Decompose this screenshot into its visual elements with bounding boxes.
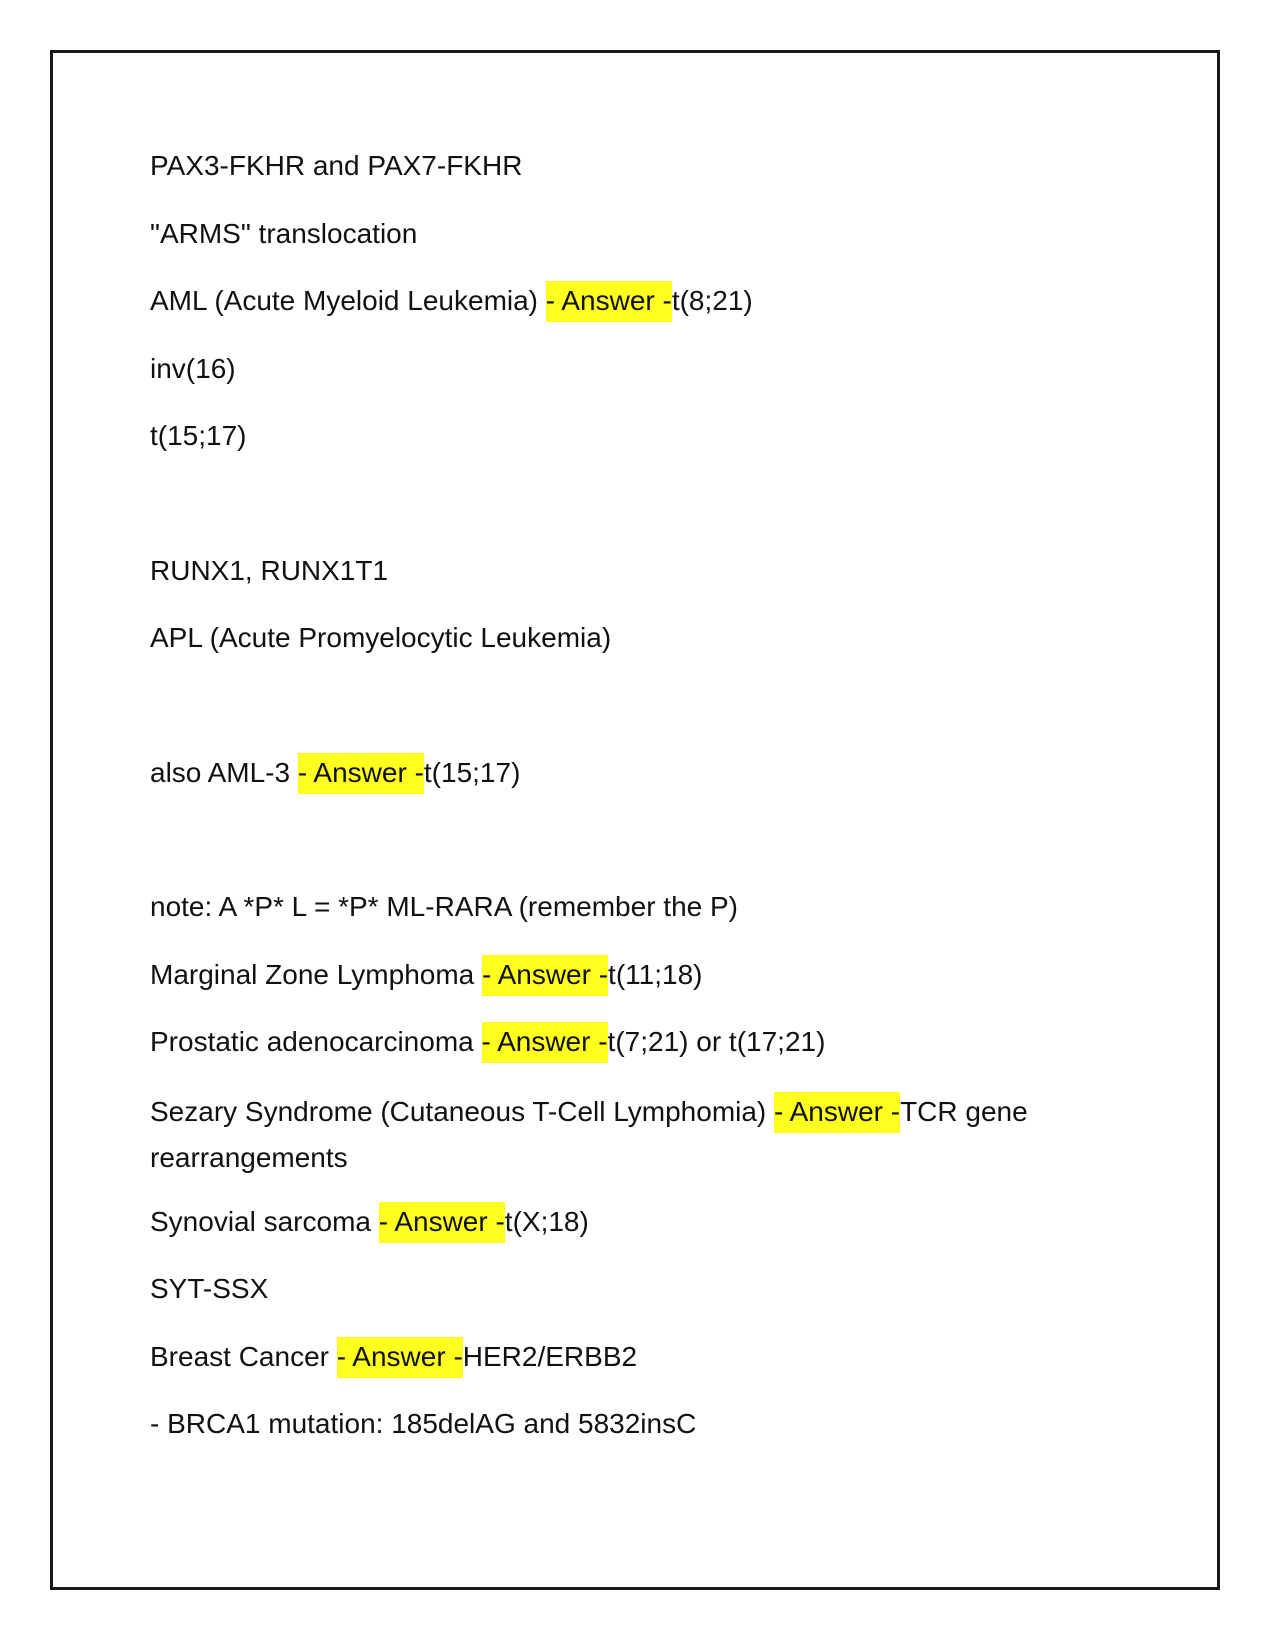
answer-text: t(11;18) xyxy=(608,958,703,990)
answer-highlight: - Answer - xyxy=(379,1202,505,1243)
qa-line xyxy=(150,1089,1130,1181)
text-line: PAX3-FKHR and PAX7-FKHR xyxy=(150,150,523,181)
qa-line xyxy=(150,1201,1130,1243)
answer-text: TCR gene rearrangements xyxy=(150,1095,1028,1173)
answer-text: t(7;21) or t(17;21) xyxy=(607,1026,826,1057)
qa-line xyxy=(150,280,1130,322)
document-body xyxy=(150,145,1130,1471)
answer-highlight: - Answer - xyxy=(482,1022,608,1063)
text-line: APL (Acute Promyelocytic Leukemia) xyxy=(150,622,612,653)
question-text: Breast Cancer xyxy=(150,1340,337,1372)
answer-highlight: - Answer - xyxy=(298,753,424,794)
question-text: Sezary Syndrome (Cutaneous T-Cell Lymphomia) xyxy=(150,1095,775,1127)
answer-highlight: - Answer - xyxy=(482,955,608,996)
blank-line xyxy=(150,819,1130,886)
text-line: inv(16) xyxy=(150,352,236,384)
answer-highlight: - Answer - xyxy=(546,281,672,322)
question-text: Marginal Zone Lymphoma xyxy=(150,958,483,990)
blank-line xyxy=(150,685,1130,752)
text-line: t(15;17) xyxy=(150,420,247,451)
question-text: also AML-3 xyxy=(150,756,298,788)
question-text: AML (Acute Myeloid Leukemia) xyxy=(150,285,546,316)
text-line: - BRCA1 mutation: 185delAG and 5832insC xyxy=(150,1408,697,1439)
question-text: Prostatic adenocarcinoma xyxy=(150,1026,482,1057)
question-text: Synovial sarcoma xyxy=(150,1205,379,1237)
answer-text: t(15;17) xyxy=(423,756,521,788)
answer-highlight: - Answer - xyxy=(774,1092,900,1133)
text-line: note: A *P* L = *P* ML-RARA (remember the P) xyxy=(150,891,738,922)
qa-line xyxy=(150,752,1130,794)
qa-line xyxy=(150,954,1130,996)
qa-line xyxy=(150,1336,1130,1378)
text-line: RUNX1, RUNX1T1 xyxy=(150,554,389,586)
text-line: "ARMS" translocation xyxy=(150,217,418,249)
blank-line xyxy=(150,483,1130,550)
qa-line xyxy=(150,1021,1130,1063)
answer-highlight: - Answer - xyxy=(337,1337,463,1378)
text-line: SYT-SSX xyxy=(150,1273,269,1304)
answer-text: t(8;21) xyxy=(671,285,753,316)
answer-text: HER2/ERBB2 xyxy=(462,1340,638,1372)
answer-text: t(X;18) xyxy=(504,1205,589,1237)
